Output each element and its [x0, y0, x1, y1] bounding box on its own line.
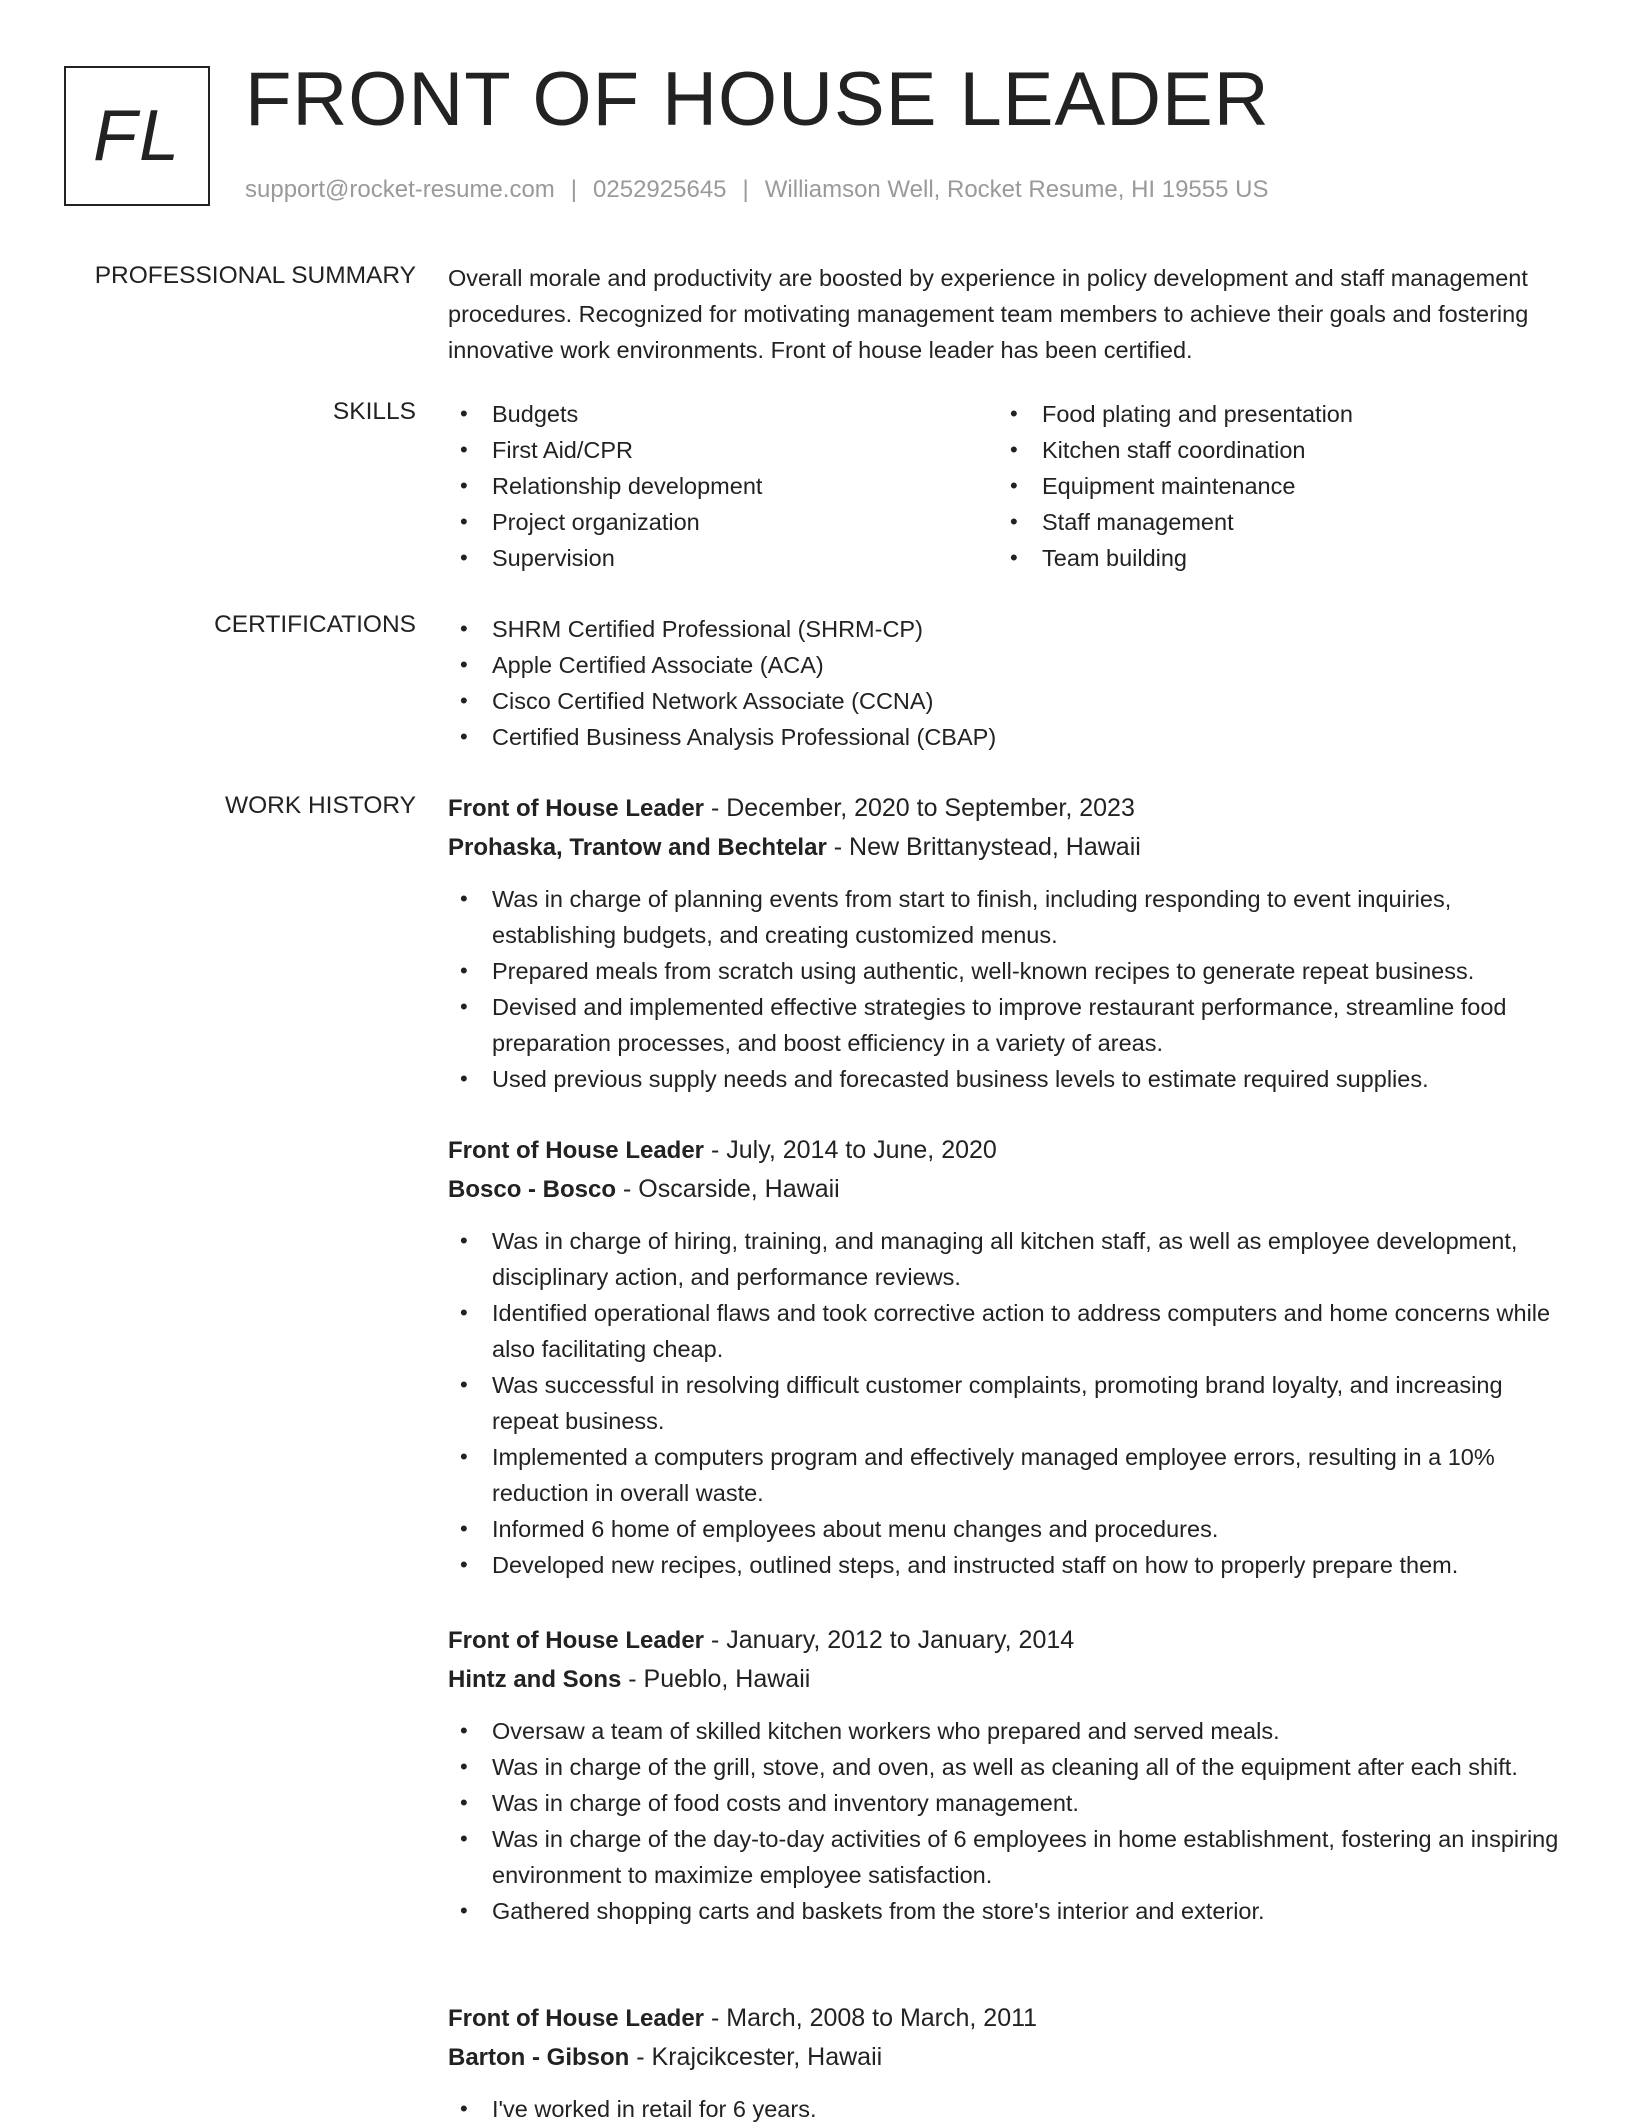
- job-bullet: • Identified operational flaws and took corrective action to address computers and home concerns while also facilitating cheap.: [448, 1295, 1568, 1367]
- job-company: Prohaska, Trantow and Bechtelar: [448, 834, 827, 861]
- skill-item: • Team building: [998, 540, 1548, 576]
- job-bullet: • Was in charge of the grill, stove, and oven, as well as cleaning all of the equipment after each shift.: [448, 1749, 1568, 1785]
- job-bullet: • Gathered shopping carts and baskets from the store's interior and exterior.: [448, 1893, 1568, 1929]
- job-title: Front of House Leader: [448, 1627, 705, 1654]
- certification-item: • Apple Certified Associate (ACA): [448, 647, 1568, 683]
- job-entry: [448, 789, 1568, 1097]
- job-bullet: • Was in charge of hiring, training, and managing all kitchen staff, as well as employee development, disciplinary action, and performance reviews.: [448, 1223, 1568, 1295]
- job-company: Barton - Gibson: [448, 2044, 630, 2071]
- job-company-line: [448, 1170, 1568, 1209]
- job-bullet: • Used previous supply needs and forecasted business levels to estimate required supplies.: [448, 1061, 1568, 1097]
- job-dates: - December, 2020 to September, 2023: [704, 794, 1135, 822]
- job-title: Front of House Leader: [448, 795, 705, 822]
- contact-address: Williamson Well, Rocket Resume, HI 19555 US: [764, 176, 1269, 203]
- job-title: Front of House Leader: [448, 2005, 705, 2032]
- job-bullet: • Devised and implemented effective strategies to improve restaurant performance, streamline food preparation processes, and boost efficiency in a variety of areas.: [448, 989, 1568, 1061]
- summary-label: PROFESSIONAL SUMMARY: [94, 262, 416, 289]
- initials-text: FL: [92, 96, 182, 176]
- certifications-list: [448, 611, 1568, 755]
- job-dates: - January, 2012 to January, 2014: [704, 1626, 1075, 1654]
- job-dates: - March, 2008 to March, 2011: [704, 2004, 1038, 2032]
- contact-separator: |: [742, 176, 749, 203]
- job-title: Front of House Leader: [448, 1137, 705, 1164]
- skill-item: • Project organization: [448, 504, 998, 540]
- job-company: Hintz and Sons: [448, 1666, 622, 1693]
- job-title-line: [448, 789, 1568, 828]
- job-company-line: [448, 828, 1568, 867]
- job-dates: - July, 2014 to June, 2020: [704, 1136, 997, 1164]
- job-bullet: • Was successful in resolving difficult customer complaints, promoting brand loyalty, and increasing repeat business.: [448, 1367, 1568, 1439]
- job-title-line: [448, 1621, 1568, 1660]
- skill-item: • Staff management: [998, 504, 1548, 540]
- summary-text: Overall morale and productivity are boosted by experience in policy development and staff management procedures. Recognized for motivating management team members to achieve their goals and fostering innovative work environments. Front of house leader has been certified.: [448, 265, 1529, 363]
- work-history-label: WORK HISTORY: [224, 792, 416, 819]
- contact-separator: |: [570, 176, 578, 203]
- job-bullet: • Oversaw a team of skilled kitchen workers who prepared and served meals.: [448, 1713, 1568, 1749]
- job-location: - New Brittanystead, Hawaii: [826, 833, 1141, 861]
- skills-column-right: [998, 396, 1548, 576]
- skills-column-left: [448, 396, 998, 576]
- job-company-line: [448, 1660, 1568, 1699]
- job-bullet: • Was in charge of food costs and inventory management.: [448, 1785, 1568, 1821]
- skills-label: SKILLS: [332, 398, 416, 425]
- skill-item: • First Aid/CPR: [448, 432, 998, 468]
- contact-email: support@rocket-resume.com: [245, 176, 555, 203]
- job-bullet: • Was in charge of planning events from start to finish, including responding to event inquiries, establishing budgets, and creating customized menus.: [448, 881, 1568, 953]
- skill-item: • Relationship development: [448, 468, 998, 504]
- contact-phone: 0252925645: [593, 176, 727, 203]
- job-entry: [448, 1621, 1568, 1929]
- job-bullet: • Was in charge of the day-to-day activities of 6 employees in home establishment, fostering an inspiring environment to maximize employee satisfaction.: [448, 1821, 1568, 1893]
- job-entry: [448, 1999, 1568, 2127]
- skill-item: • Equipment maintenance: [998, 468, 1548, 504]
- job-bullet: • Prepared meals from scratch using authentic, well-known recipes to generate repeat business.: [448, 953, 1568, 989]
- initials-monogram: [64, 66, 210, 206]
- skill-item: • Food plating and presentation: [998, 396, 1548, 432]
- skill-item: • Kitchen staff coordination: [998, 432, 1548, 468]
- job-bullet: • I've worked in retail for 6 years.: [448, 2091, 1568, 2127]
- certification-item: • Cisco Certified Network Associate (CCNA): [448, 683, 1568, 719]
- contact-line: [245, 176, 1268, 204]
- candidate-name: FRONT OF HOUSE LEADER: [245, 57, 1270, 142]
- job-title-line: [448, 1999, 1568, 2038]
- job-company-line: [448, 2038, 1568, 2077]
- job-location: - Krajcikcester, Hawaii: [629, 2043, 883, 2071]
- certifications-label: CERTIFICATIONS: [214, 611, 416, 638]
- job-company: Bosco - Bosco: [448, 1176, 617, 1203]
- skill-item: • Supervision: [448, 540, 998, 576]
- job-entry: [448, 1131, 1568, 1583]
- job-title-line: [448, 1131, 1568, 1170]
- skills-list: [448, 396, 1568, 576]
- job-location: - Oscarside, Hawaii: [616, 1175, 840, 1203]
- skill-item: • Budgets: [448, 396, 998, 432]
- job-bullet: • Informed 6 home of employees about menu changes and procedures.: [448, 1511, 1568, 1547]
- job-location: - Pueblo, Hawaii: [621, 1665, 811, 1693]
- certification-item: • SHRM Certified Professional (SHRM-CP): [448, 611, 1568, 647]
- certification-item: • Certified Business Analysis Professional (CBAP): [448, 719, 1568, 755]
- job-bullet: • Developed new recipes, outlined steps, and instructed staff on how to properly prepare them.: [448, 1547, 1568, 1583]
- job-bullet: • Implemented a computers program and effectively managed employee errors, resulting in a 10% reduction in overall waste.: [448, 1439, 1568, 1511]
